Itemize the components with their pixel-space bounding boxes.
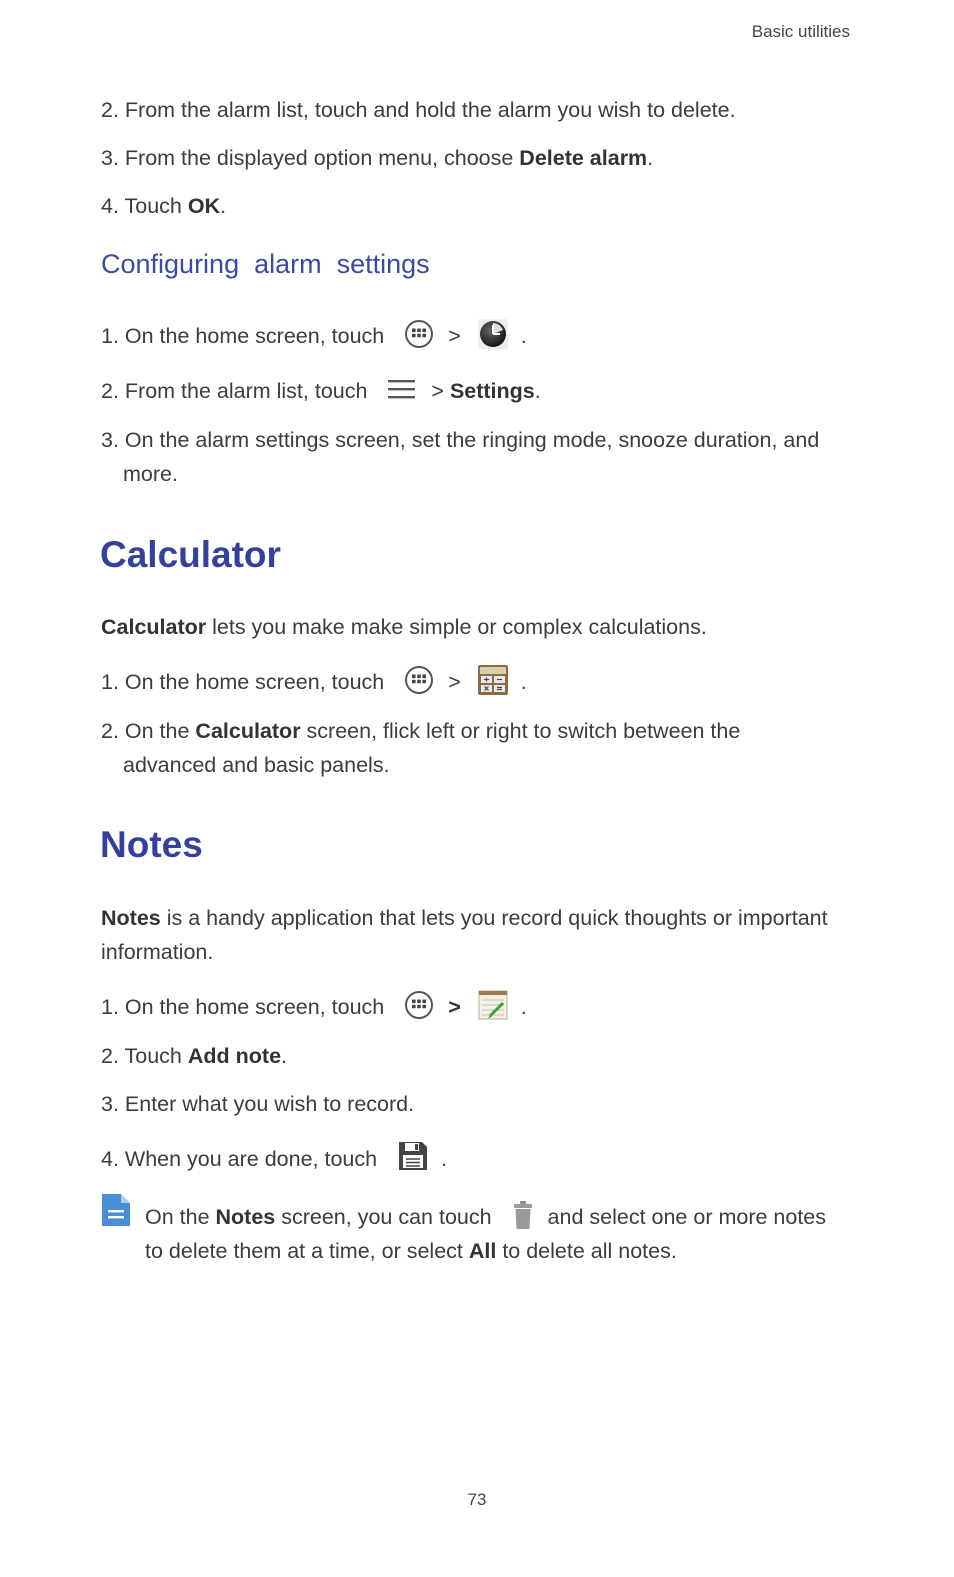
notes-intro xyxy=(101,904,828,932)
alarm-delete-step-2: 2. From the alarm list, touch and hold the alarm you wish to delete. xyxy=(101,98,736,122)
tip-text: screen, you can touch xyxy=(275,1205,492,1229)
step-text: 4. When you are done, touch xyxy=(101,1147,378,1171)
period: . xyxy=(520,670,527,694)
app-drawer-icon xyxy=(404,665,434,695)
notes-step-3: 3. Enter what you wish to record. xyxy=(101,1092,415,1116)
tip-bold: Notes xyxy=(215,1205,276,1229)
tip-text: to delete them at a time, or select xyxy=(145,1239,469,1263)
alarm-delete-step-3 xyxy=(101,144,653,172)
step-bold: Add note xyxy=(187,1044,282,1068)
alarm-settings-step-3-cont: more. xyxy=(123,462,178,486)
separator: > xyxy=(431,379,450,403)
menu-icon xyxy=(387,377,417,401)
step-text: 2. From the alarm list, touch xyxy=(101,379,368,403)
step-text: 3. From the displayed option menu, choose xyxy=(101,146,520,170)
trash-icon xyxy=(512,1200,534,1230)
notes-step-4 xyxy=(101,1145,447,1173)
calculator-heading: Calculator xyxy=(100,534,281,575)
note-tip-icon xyxy=(101,1193,131,1227)
step-bold: Calculator xyxy=(195,719,301,743)
period: . xyxy=(520,324,527,348)
calculator-step-2-cont: advanced and basic panels. xyxy=(123,753,390,777)
step-bold: Delete alarm xyxy=(519,146,648,170)
period: . xyxy=(441,1147,448,1171)
intro-bold: Notes xyxy=(101,906,161,930)
intro-text: lets you make make simple or complex calculations. xyxy=(206,615,707,639)
notes-app-icon xyxy=(477,989,509,1021)
notes-tip xyxy=(145,1203,826,1231)
step-text: screen, flick left or right to switch between the xyxy=(300,719,741,743)
step-text: 2. Touch xyxy=(101,1044,188,1068)
step-text: . xyxy=(220,194,227,218)
step-text: 2. On the xyxy=(101,719,196,743)
alarm-settings-step-2 xyxy=(101,377,541,405)
notes-step-2 xyxy=(101,1042,287,1070)
calculator-step-2 xyxy=(101,717,740,745)
notes-intro-cont: information. xyxy=(101,940,214,964)
calculator-step-1 xyxy=(101,668,527,696)
calculator-intro xyxy=(101,613,707,641)
notes-step-1 xyxy=(101,993,527,1021)
tip-bold: All xyxy=(468,1239,497,1263)
step-text: 1. On the home screen, touch xyxy=(101,324,385,348)
page-number: 73 xyxy=(467,1490,487,1509)
alarm-settings-step-1 xyxy=(101,322,527,350)
step-text: . xyxy=(534,379,541,403)
save-icon xyxy=(397,1140,429,1172)
tip-text: and select one or more notes xyxy=(547,1205,827,1229)
separator: > xyxy=(448,995,461,1019)
step-text: 4. Touch xyxy=(101,194,188,218)
app-drawer-icon xyxy=(404,319,434,349)
notes-tip-cont xyxy=(145,1237,677,1265)
step-bold: OK xyxy=(187,194,221,218)
step-text: . xyxy=(647,146,654,170)
alarm-delete-step-4 xyxy=(101,192,226,220)
step-text: 1. On the home screen, touch xyxy=(101,995,385,1019)
intro-text: is a handy application that lets you record quick thoughts or important xyxy=(160,906,828,930)
separator: > xyxy=(448,670,461,694)
tip-text: On the xyxy=(145,1205,216,1229)
step-bold: Settings xyxy=(449,379,535,403)
tip-text: to delete all notes. xyxy=(496,1239,677,1263)
clock-app-icon xyxy=(477,318,509,350)
step-text: . xyxy=(281,1044,288,1068)
separator: > xyxy=(448,324,461,348)
step-text: 1. On the home screen, touch xyxy=(101,670,385,694)
intro-bold: Calculator xyxy=(101,615,207,639)
alarm-settings-heading: Configuring alarm settings xyxy=(101,249,430,279)
calculator-app-icon xyxy=(477,664,509,696)
section-header: Basic utilities xyxy=(751,22,850,41)
app-drawer-icon xyxy=(404,990,434,1020)
period: . xyxy=(520,995,527,1019)
notes-heading: Notes xyxy=(100,824,203,865)
alarm-settings-step-3: 3. On the alarm settings screen, set the ringing mode, snooze duration, and xyxy=(101,428,820,452)
